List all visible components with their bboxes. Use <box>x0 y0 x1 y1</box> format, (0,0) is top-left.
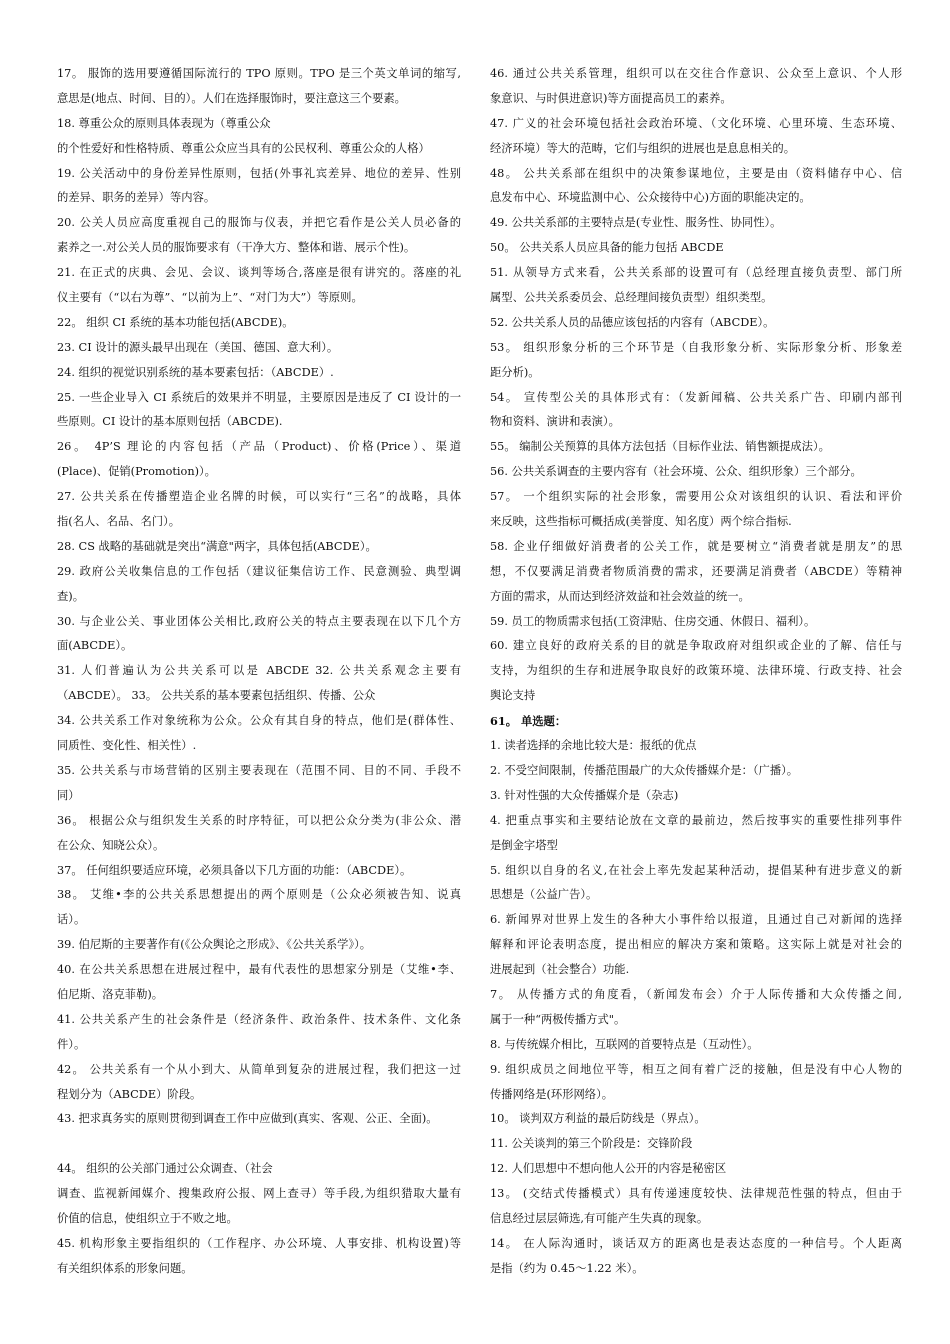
text-line: 舆论支持 <box>490 689 536 703</box>
text-line: 素养之一.对公关人员的服饰要求有（干净大方、整体和谐、展示个性)。 <box>57 241 416 255</box>
text-line: 27. 公共关系在传播塑造企业名牌的时候，可以实行“三名”的战略，具体 <box>57 490 461 504</box>
text-line: 11. 公关谈判的第三个阶段是：交锋阶段 <box>490 1137 693 1151</box>
text-line: 24. 组织的视觉识别系统的基本要素包括：（ABCDE）. <box>57 365 334 379</box>
text-line: 面(ABCDE）。 <box>57 639 133 653</box>
text-line: 17。 服饰的选用要遵循国际流行的 TPO 原则。TPO 是三个英文单词的缩写, <box>57 67 461 80</box>
text-line: 调查、监视新闻媒介、搜集政府公报、网上查寻）等手段,为组织猎取大量有 <box>57 1187 461 1201</box>
text-line: 22。 组织 CI 系统的基本功能包括(ABCDE)。 <box>57 315 294 329</box>
text-line: 46. 通过公共关系管理，组织可以在交往合作意识、公众至上意识、个人形 <box>490 67 902 80</box>
text-line: 思想是（公益广告）。 <box>490 888 598 902</box>
left-text-column <box>57 62 461 1282</box>
text-line: 查)。 <box>57 589 85 603</box>
text-line: 50。 公共关系人员应具备的能力包括 ABCDE <box>490 241 724 255</box>
text-line: 6. 新闻界对世界上发生的各种大小事件给以报道，且通过自己对新闻的选择 <box>490 913 902 927</box>
text-line: 同质性、变化性、相关性）. <box>57 739 197 753</box>
text-line: 53。 组织形象分析的三个环节是（自我形象分析、实际形象分析、形象差 <box>490 340 902 354</box>
text-line: 44。 组织的公关部门通过公众调查、（社会 <box>57 1162 273 1176</box>
text-line: 19. 公关活动中的身份差异性原则，包括(外事礼宾差异、地位的差异、性别 <box>57 166 461 180</box>
text-line: 是指（约为 0.45～1.22 米）。 <box>490 1261 644 1275</box>
text-line: 9. 组织成员之间地位平等，相互之间有着广泛的接触，但是没有中心人物的 <box>490 1062 902 1076</box>
text-line: 58. 企业仔细做好消费者的公关工作，就是要树立“消费者就是朋友”的思 <box>490 539 902 553</box>
text-line: 话）。 <box>57 913 86 927</box>
text-line: 37。 任何组织要适应环境，必须具备以下几方面的功能：（ABCDE）。 <box>57 863 412 877</box>
text-line: 意思是(地点、时间、目的）。人们在选择服饰时，要注意这三个要素。 <box>57 91 406 105</box>
text-line: 54。 宣传型公关的具体形式有：（发新闻稿、公共关系广告、印刷内部刊 <box>490 390 902 404</box>
text-line: 传播网络是(环形网络）。 <box>490 1087 614 1101</box>
text-line: 18. 尊重公众的原则具体表现为（尊重公众 <box>57 116 271 130</box>
text-line: 39. 伯尼斯的主要著作有(《公众舆论之形成》、《公共关系学》）。 <box>57 938 372 952</box>
text-line: 14。 在人际沟通时，谈话双方的距离也是表达态度的一种信号。个人距离 <box>490 1236 902 1250</box>
text-line: 在公众、知晓公众）。 <box>57 838 165 852</box>
text-line: 10。 谈判双方利益的最后防线是（界点）。 <box>490 1112 706 1126</box>
text-line: （ABCDE）。 33。 公共关系的基本要素包括组织、传播、公众 <box>57 689 376 703</box>
text-line <box>57 1132 461 1157</box>
text-line: 23. CI 设计的源头最早出现在（美国、德国、意大利）。 <box>57 340 339 354</box>
text-line: 息发布中心、环境监测中心、公众接待中心)方面的职能决定的。 <box>490 191 811 205</box>
text-line: 解释和评论表明态度，提出相应的解决方案和策略。这实际上就是对社会的 <box>490 938 902 952</box>
text-line: 42。 公共关系有一个从小到大、从简单到复杂的进展过程，我们把这一过 <box>57 1062 461 1076</box>
text-line: 的差异、职务的差异）等内容。 <box>57 191 216 205</box>
text-line: 8. 与传统媒介相比，互联网的首要特点是（互动性）。 <box>490 1037 759 1051</box>
text-line: 36。 根据公众与组织发生关系的时序特征，可以把公众分类为(非公众、潜 <box>57 813 461 827</box>
text-line: 指(名人、名品、名门）。 <box>57 515 181 529</box>
text-line: 支持，为组织的生存和进展争取良好的政策环境、法律环境、行政支持、社会 <box>490 664 902 678</box>
text-line: 48。 公共关系部在组织中的决策参谋地位，主要是由（资料储存中心、信 <box>490 166 902 180</box>
text-line: 7。 从传播方式的角度看，（新闻发布会）介于人际传播和大众传播之间, <box>490 987 902 1001</box>
text-line: 26。 4P’S 理论的内容包括（产品（Product)、价格(Price）、渠道 <box>57 440 461 454</box>
text-line: 方面的需求，从而达到经济效益和社会效益的统一。 <box>490 589 750 603</box>
text-line: 想，不仅要满足消费者物质消费的需求，还要满足消费者（ABCDE）等精神 <box>490 564 902 578</box>
text-line: 伯尼斯、洛克菲勒)。 <box>57 987 164 1001</box>
text-line: 25. 一些企业导入 CI 系统后的效果并不明显，主要原因是违反了 CI 设计的一 <box>57 390 461 404</box>
text-line: 进展起到（社会整合）功能. <box>490 963 630 977</box>
text-line: 有关组织体系的形象问题。 <box>57 1261 193 1275</box>
text-line: 仪主要有（“以右为尊”、“以前为上”、“对门为大”）等原则。 <box>57 291 363 305</box>
text-line: (Place)、促销(Promotion)）。 <box>57 465 216 479</box>
text-line: 52. 公共关系人员的品德应该包括的内容有（ABCDE）。 <box>490 315 775 329</box>
text-line: 属型、公共关系委员会、总经理间接负责型）组织类型。 <box>490 291 773 305</box>
text-line: 距分析)。 <box>490 365 540 379</box>
text-line: 来反映，这些指标可概括成(美誉度、知名度）两个综合指标. <box>490 515 792 529</box>
text-line: 5. 组织以自身的名义,在社会上率先发起某种活动，提倡某种有进步意义的新 <box>490 863 902 877</box>
text-line: 31. 人们普遍认为公共关系可以是 ABCDE 32. 公共关系观念主要有 <box>57 664 461 678</box>
text-line: 60. 建立良好的政府关系的目的就是争取政府对组织或企业的了解、信任与 <box>490 639 902 653</box>
text-line: 程划分为（ABCDE）阶段。 <box>57 1087 202 1101</box>
text-line: 29. 政府公关收集信息的工作包括（建议征集信访工作、民意测验、典型调 <box>57 564 461 578</box>
text-line: 2. 不受空间限制，传播范围最广的大众传播媒介是：（广播）。 <box>490 763 799 777</box>
text-line: 35. 公共关系与市场营销的区别主要表现在（范围不同、目的不同、手段不 <box>57 763 461 777</box>
text-line: 物和资料、演讲和表演）。 <box>490 415 620 429</box>
text-line: 57。 一个组织实际的社会形象，需要用公众对该组织的认识、看法和评价 <box>490 490 902 504</box>
text-line: 20. 公关人员应高度重视自己的服饰与仪表，并把它看作是公关人员必备的 <box>57 216 461 230</box>
text-line: 51. 从领导方式来看，公共关系部的设置可有（总经理直接负责型、部门所 <box>490 266 902 280</box>
text-line: 59. 员工的物质需求包括(工资津贴、住房交通、休假日、福利）。 <box>490 614 816 628</box>
text-line: 30. 与企业公关、事业团体公关相比,政府公关的特点主要表现在以下几个方 <box>57 614 461 628</box>
text-line: 同） <box>57 788 80 802</box>
text-line: 49. 公共关系部的主要特点是(专业性、服务性、协同性）。 <box>490 216 782 230</box>
right-text-column <box>490 62 902 1282</box>
text-line: 经济环境）等大的范畴，它们与组织的进展也是息息相关的。 <box>490 141 796 155</box>
text-line: 34. 公共关系工作对象统称为公众。公众有其自身的特点，他们是(群体性、 <box>57 714 461 728</box>
text-line: 些原则。CI 设计的基本原则包括（ABCDE). <box>57 415 283 429</box>
text-line: 13。 (交结式传播模式）具有传递速度较快、法律规范性强的特点，但由于 <box>490 1187 902 1201</box>
text-line: 47. 广义的社会环境包括社会政治环境、（文化环境、心里环境、生态环境、 <box>490 116 902 130</box>
text-line: 4. 把重点事实和主要结论放在文章的最前边，然后按事实的重要性排列事件 <box>490 813 902 827</box>
text-line: 3. 针对性强的大众传播媒介是（杂志) <box>490 788 679 802</box>
text-line: 属于一种“两极传播方式"。 <box>490 1012 626 1026</box>
text-line: 12. 人们思想中不想向他人公开的内容是秘密区 <box>490 1162 727 1176</box>
text-line: 38。 艾维•李的公共关系思想提出的两个原则是（公众必须被告知、说真 <box>57 888 461 902</box>
text-line: 61。 单选题： <box>490 714 567 729</box>
text-line: 信息经过层层筛选,有可能产生失真的现象。 <box>490 1211 709 1225</box>
text-line: 41. 公共关系产生的社会条件是（经济条件、政治条件、技术条件、文化条 <box>57 1012 461 1026</box>
text-line: 56. 公共关系调查的主要内容有（社会环境、公众、组织形象）三个部分。 <box>490 465 862 479</box>
text-line: 是倒金字塔型 <box>490 838 558 852</box>
text-line: 件）。 <box>57 1037 86 1051</box>
text-line: 55。 编制公关预算的具体方法包括（目标作业法、销售额提成法）。 <box>490 440 830 454</box>
text-line: 28. CS 战略的基础就是突出“满意"两字，具体包括(ABCDE）。 <box>57 539 377 553</box>
text-line: 21. 在正式的庆典、会见、会议、谈判等场合,落座是很有讲究的。落座的礼 <box>57 266 461 280</box>
text-line: 的个性爱好和性格特质、尊重公众应当具有的公民权利、尊重公众的人格） <box>57 141 430 155</box>
text-line: 45. 机构形象主要指组织的（工作程序、办公环境、人事安排、机构设置)等 <box>57 1236 461 1250</box>
text-line: 象意识、与时俱进意识)等方面提高员工的素养。 <box>490 91 732 105</box>
text-line: 40. 在公共关系思想在进展过程中，最有代表性的思想家分别是（艾维•李、 <box>57 963 461 977</box>
text-line: 1. 读者选择的余地比较大是：报纸的优点 <box>490 739 697 753</box>
text-line: 价值的信息，使组织立于不败之地。 <box>57 1211 238 1225</box>
text-line: 43. 把求真务实的原则贯彻到调查工作中应做到(真实、客观、公正、全面)。 <box>57 1112 438 1126</box>
